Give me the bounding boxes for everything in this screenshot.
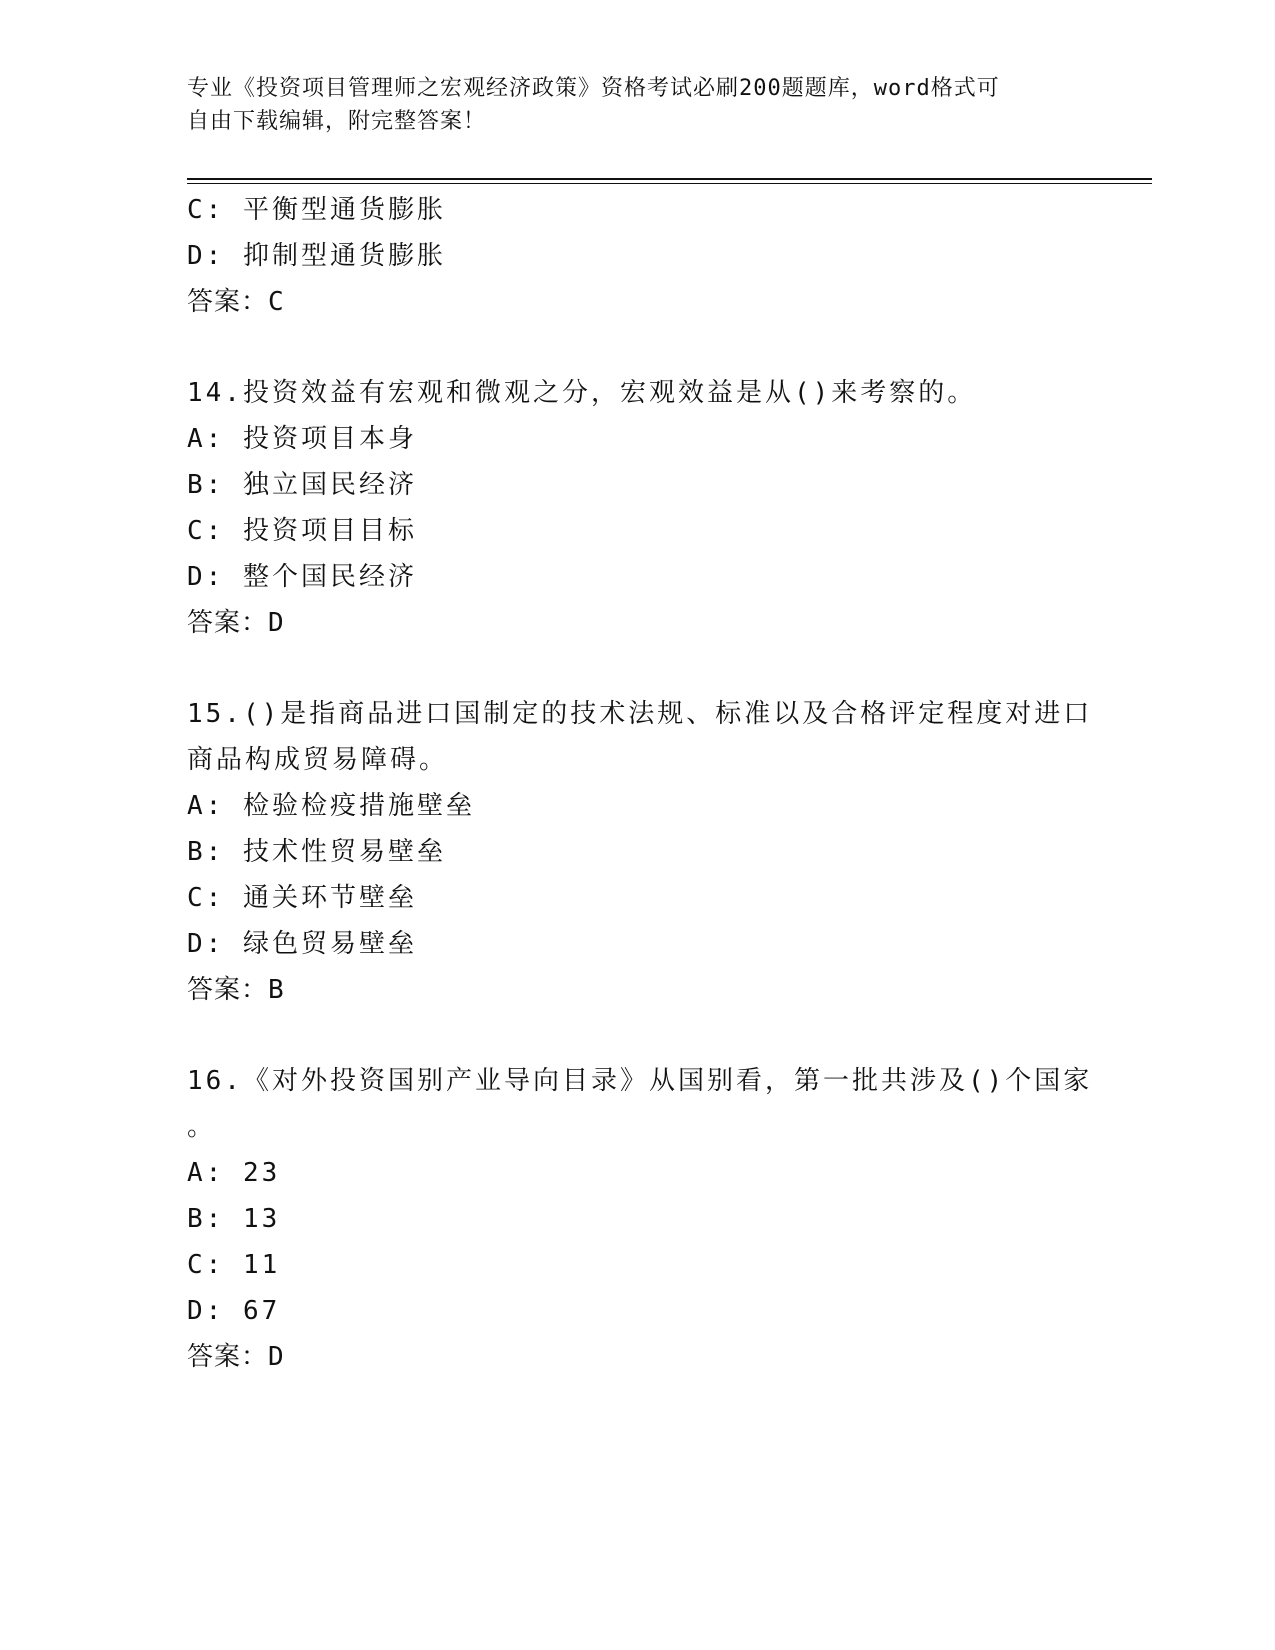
option-b: B: 13 (187, 1204, 281, 1234)
answer-line: 答案：C (187, 287, 285, 317)
stem-line: 14.投资效益有宏观和微观之分，宏观效益是从()来考察的。 (187, 378, 977, 408)
option-c: C: 投资项目目标 (187, 516, 417, 546)
question-15 (187, 691, 1093, 1013)
option-c: C: 11 (187, 1250, 281, 1280)
question-13-continued (187, 187, 1087, 325)
option-c: C: 平衡型通货膨胀 (187, 195, 446, 225)
question-list (187, 187, 1093, 1380)
header-divider-thin (187, 183, 1152, 184)
question-16 (187, 1058, 1093, 1380)
option-a: A: 23 (187, 1158, 281, 1188)
question-stem (187, 691, 1093, 783)
option-d: D: 抑制型通货膨胀 (187, 241, 446, 271)
document-header (187, 72, 1077, 138)
stem-line: 商品构成贸易障碍。 (187, 745, 449, 775)
option-b: B: 技术性贸易壁垒 (187, 837, 446, 867)
header-divider-thick (187, 178, 1152, 180)
option-b: B: 独立国民经济 (187, 470, 417, 500)
option-a: A: 检验检疫措施壁垒 (187, 791, 475, 821)
stem-line: 15.()是指商品进口国制定的技术法规、标准以及合格评定程度对进口 (187, 699, 1093, 729)
answer-line: 答案：D (187, 1342, 285, 1372)
question-stem (187, 1058, 1093, 1150)
stem-line: 。 (187, 1112, 217, 1142)
option-a: A: 投资项目本身 (187, 424, 417, 454)
stem-line: 16.《对外投资国别产业导向目录》从国别看，第一批共涉及()个国家 (187, 1066, 1093, 1096)
option-d: D: 67 (187, 1296, 281, 1326)
answer-line: 答案：B (187, 975, 285, 1005)
answer-line: 答案：D (187, 608, 285, 638)
header-line-1: 专业《投资项目管理师之宏观经济政策》资格考试必刷200题题库，word格式可 (187, 76, 1000, 101)
header-line-2: 自由下载编辑，附完整答案！ (187, 109, 487, 134)
option-d: D: 绿色贸易壁垒 (187, 929, 417, 959)
question-14 (187, 370, 1087, 646)
option-d: D: 整个国民经济 (187, 562, 417, 592)
question-stem (187, 370, 1077, 416)
option-c: C: 通关环节壁垒 (187, 883, 417, 913)
